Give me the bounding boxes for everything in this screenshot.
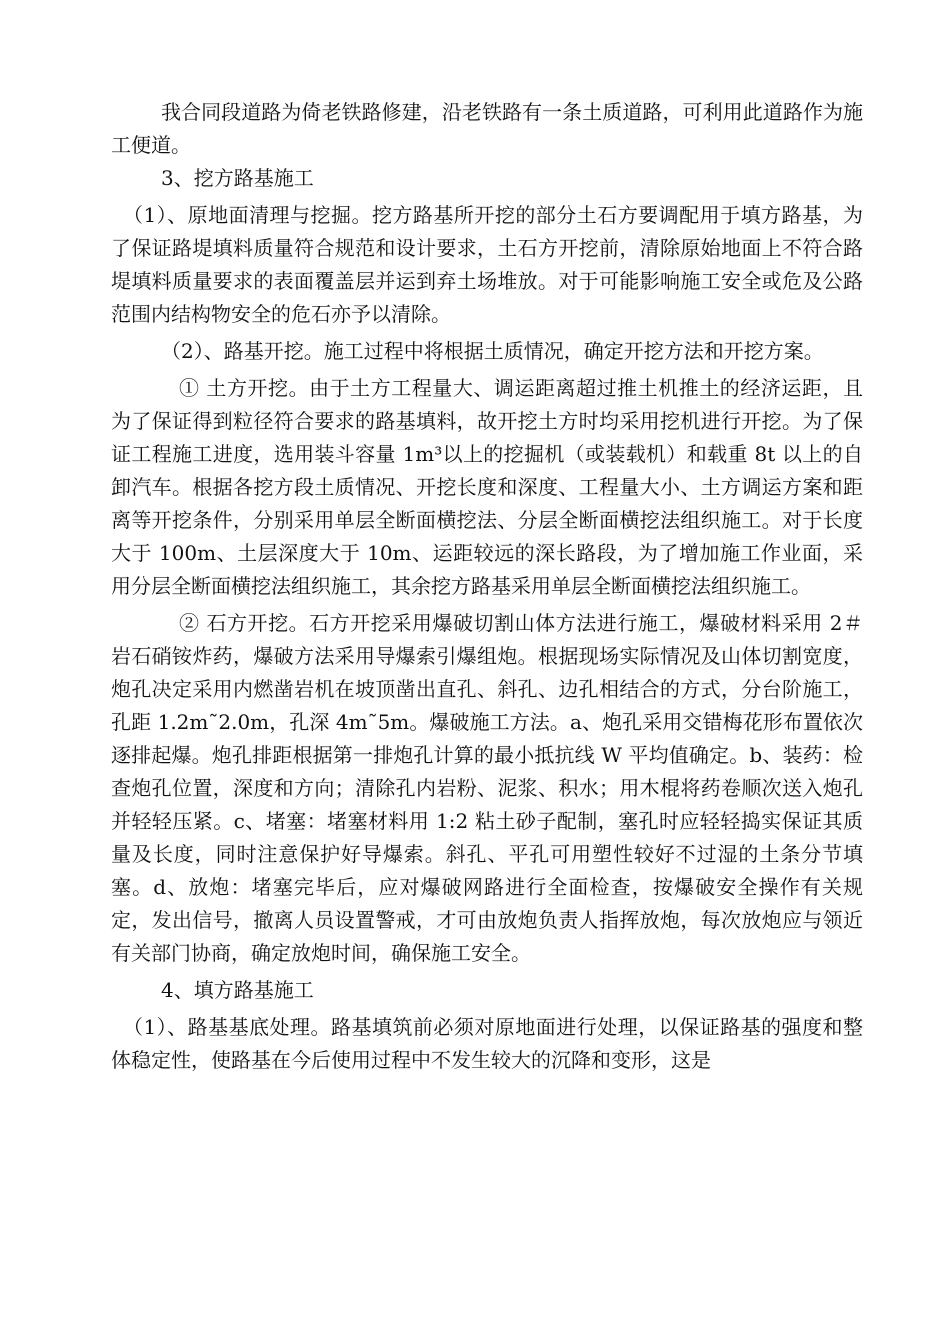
paragraph-base-treatment: （1）、路基基底处理。路基填筑前必须对原地面进行处理，以保证路基的强度和整体稳定性，使路基在今后使用过程中不发生较大的沉降和变形，这是 bbox=[111, 1015, 863, 1072]
paragraph-ground-clearing: （1）、原地面清理与挖掘。挖方路基所开挖的部分土石方要调配用于填方路基，为了保证路堤填料质量符合规范和设计要求，土石方开挖前，清除原始地面上不符合路堤填料质量要求的表面覆盖层并运到弃土场堆放。对于可能影响施工安全或危及公路范围内结构物安全的危石亦予以清除。 bbox=[111, 203, 863, 326]
heading-excavation-subgrade: 3、挖方路基施工 bbox=[161, 166, 314, 190]
paragraph-earth-excavation: ① 土方开挖。由于土方工程量大、调运距离超过推土机推土的经济运距，且为了保证得到粒径符合要求的路基填料，故开挖土方时均采用挖机进行开挖。为了保证工程施工进度，选用装斗容量 1m³以上的挖掘机（或装载机）和载重 8t 以上的自卸汽车。根据各挖方段土质情况、开挖长度和深度、工程量大小、土方调运方案和距离等开挖条件，分别采用单层全断面横挖法、分层全断面横挖法组织施工。对于长度大于 100m、土层深度大于 10m、运距较远的深长路段，为了增加施工作业面，采用分层全断面横挖法组织施工，其余挖方路基采用单层全断面横挖法组织施工。 bbox=[111, 376, 863, 598]
paragraph-shortcut-road: 我合同段道路为倚老铁路修建，沿老铁路有一条土质道路，可利用此道路作为施工便道。 bbox=[111, 100, 863, 157]
document-body bbox=[111, 96, 863, 1077]
heading-fill-subgrade: 4、填方路基施工 bbox=[161, 978, 314, 1002]
paragraph-subgrade-excavation: （2）、路基开挖。施工过程中将根据土质情况，确定开挖方法和开挖方案。 bbox=[161, 339, 824, 363]
paragraph-rock-excavation: ② 石方开挖。石方开挖采用爆破切割山体方法进行施工，爆破材料采用 2＃岩石硝铵炸药，爆破方法采用导爆索引爆组炮。根据现场实际情况及山体切割宽度，炮孔决定采用内燃凿岩机在坡顶凿出直孔、斜孔、边孔相结合的方式，分台阶施工，孔距 1.2m˜2.0m，孔深 4m˜5m。爆破施工方法。a、炮孔采用交错梅花形布置依次逐排起爆。炮孔排距根据第一排炮孔计算的最小抵抗线 W 平均值确定。b、装药：检查炮孔位置，深度和方向；清除孔内岩粉、泥浆、积水；用木棍将药卷顺次送入炮孔并轻轻压紧。c、堵塞：堵塞材料用 1:2 粘土砂子配制，塞孔时应轻轻捣实保证其质量及长度，同时注意保护好导爆索。斜孔、平孔可用塑性较好不过湿的土条分节填塞。d、放炮：堵塞完毕后，应对爆破网路进行全面检查，按爆破安全操作有关规定，发出信号，撤离人员设置警戒，才可由放炮负责人指挥放炮，每次放炮应与领近有关部门协商，确定放炮时间，确保施工安全。 bbox=[111, 611, 863, 965]
